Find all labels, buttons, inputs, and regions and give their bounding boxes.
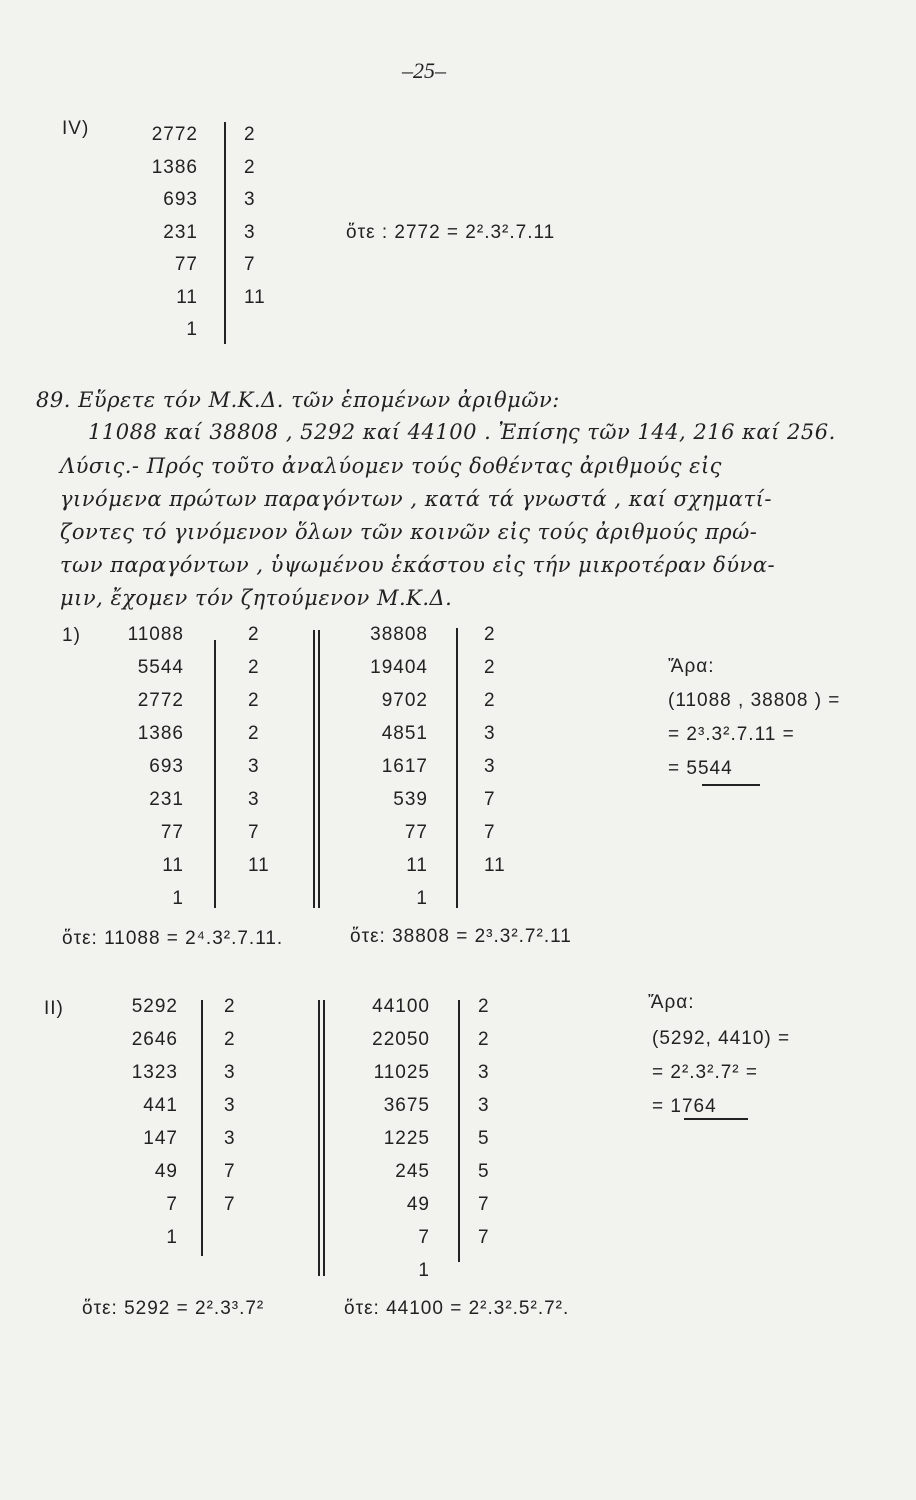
factor-cell: 11025 bbox=[373, 1062, 430, 1083]
factor-cell: 1 bbox=[172, 888, 184, 909]
solution-line-1: Λύσις.- Πρός τοῦτο ἀναλύομεν τούς δοθέντας ἀριθμούς εἰς bbox=[60, 454, 722, 478]
part1-b-result: ὅτε: 38808 = 2³.3².7².11 bbox=[350, 926, 572, 947]
part2-label: II) bbox=[44, 998, 64, 1019]
factor-cell: 38808 bbox=[370, 624, 428, 645]
factor-cell: 11 bbox=[244, 286, 266, 308]
factor-cell: 1 bbox=[418, 1260, 430, 1281]
factor-cell: 2772 bbox=[137, 690, 184, 711]
part1-separator-line-1 bbox=[313, 630, 315, 908]
factor-cell: 2 bbox=[244, 124, 256, 145]
factor-cell: 2 bbox=[248, 624, 260, 645]
factor-cell: 245 bbox=[395, 1161, 430, 1182]
part2-ara-line1: (5292, 4410) = bbox=[652, 1028, 791, 1049]
factor-cell: 3 bbox=[478, 1062, 490, 1083]
factor-cell: 3 bbox=[244, 221, 256, 243]
factor-cell: 3 bbox=[224, 1095, 236, 1116]
factor-cell: 7 bbox=[224, 1161, 236, 1182]
factor-cell: 2 bbox=[244, 156, 256, 178]
factor-cell: 1617 bbox=[381, 756, 428, 777]
factor-cell: 2 bbox=[484, 690, 496, 711]
factor-cell: 3675 bbox=[383, 1095, 430, 1116]
part1-ara-line3: = 5544 bbox=[668, 758, 733, 779]
part2-ara-line3: = 1764 bbox=[652, 1096, 717, 1117]
factor-cell: 7 bbox=[484, 822, 496, 843]
iv-result: ὅτε : 2772 = 2².3².7.11 bbox=[346, 222, 556, 243]
factor-cell: 1 bbox=[416, 888, 428, 909]
factor-cell: 5544 bbox=[137, 657, 184, 678]
factor-cell: 7 bbox=[478, 1194, 490, 1215]
factor-cell: 7 bbox=[224, 1194, 236, 1215]
factor-cell: 7 bbox=[484, 789, 496, 810]
part1-label: 1) bbox=[62, 625, 81, 646]
factor-cell: 2 bbox=[224, 1029, 236, 1050]
factor-cell: 2772 bbox=[151, 124, 198, 145]
section-iv-label: IV) bbox=[62, 118, 90, 139]
factor-cell: 3 bbox=[478, 1095, 490, 1116]
problem-number: 89. bbox=[36, 388, 71, 412]
solution-line-5: μιν, ἔχομεν τόν ζητούμενον Μ.Κ.Δ. bbox=[60, 586, 453, 610]
factor-cell: 3 bbox=[248, 789, 260, 810]
factor-cell: 11088 bbox=[127, 624, 184, 645]
part2-a-division-line bbox=[201, 1000, 203, 1256]
problem-numbers: 11088 καί 38808 , 5292 καί 44100 . Ἐπίσης τῶν 144, 216 καί 256. bbox=[88, 420, 836, 444]
part1-ara-line1: (11088 , 38808 ) = bbox=[668, 690, 841, 711]
factor-cell: 1386 bbox=[137, 723, 184, 744]
solution-line-2: γινόμενα πρώτων παραγόντων , κατά τά γνωστά , καί σχηματί- bbox=[60, 487, 772, 511]
part1-separator-line-2 bbox=[318, 630, 320, 908]
factor-cell: 147 bbox=[143, 1128, 178, 1149]
factor-cell: 2 bbox=[248, 657, 260, 678]
factor-cell: 2 bbox=[484, 624, 496, 645]
factor-cell: 1386 bbox=[151, 156, 198, 178]
factor-cell: 2 bbox=[484, 657, 496, 678]
factor-cell: 231 bbox=[163, 221, 198, 243]
factor-cell: 5 bbox=[478, 1128, 490, 1149]
factor-cell: 3 bbox=[224, 1062, 236, 1083]
factor-cell: 5 bbox=[478, 1161, 490, 1182]
factor-cell: 5292 bbox=[131, 996, 178, 1017]
part1-a-result: ὅτε: 11088 = 2⁴.3².7.11. bbox=[62, 928, 284, 949]
part2-b-division-line bbox=[458, 1000, 460, 1262]
factor-cell: 77 bbox=[404, 822, 428, 843]
factor-cell: 231 bbox=[149, 789, 184, 810]
factor-cell: 7 bbox=[478, 1227, 490, 1248]
factor-cell: 49 bbox=[406, 1194, 430, 1215]
part2-separator-line-2 bbox=[323, 1000, 325, 1276]
factor-cell: 7 bbox=[166, 1194, 178, 1215]
part2-ara-label: Ἄρα: bbox=[648, 992, 695, 1013]
factor-cell: 19404 bbox=[370, 657, 428, 678]
factor-cell: 3 bbox=[484, 756, 496, 777]
factor-cell: 11 bbox=[248, 855, 270, 876]
factor-cell: 11 bbox=[406, 855, 428, 876]
factor-cell: 441 bbox=[143, 1095, 178, 1116]
factor-cell: 693 bbox=[163, 189, 198, 210]
iv-division-line bbox=[224, 122, 226, 344]
factor-cell: 2 bbox=[478, 996, 490, 1017]
part1-ara-label: Ἄρα: bbox=[668, 656, 715, 677]
factor-cell: 2 bbox=[224, 996, 236, 1017]
factor-cell: 2 bbox=[478, 1029, 490, 1050]
part1-a-division-line bbox=[214, 640, 216, 908]
part1-ara-line2: = 2³.3².7.11 = bbox=[668, 724, 795, 745]
part2-ara-line2: = 2².3².7² = bbox=[652, 1062, 758, 1083]
factor-cell: 1 bbox=[186, 319, 198, 340]
factor-cell: 2 bbox=[248, 690, 260, 711]
factor-cell: 7 bbox=[418, 1227, 430, 1248]
factor-cell: 9702 bbox=[381, 690, 428, 711]
part2-b-result: ὅτε: 44100 = 2².3².5².7². bbox=[344, 1298, 570, 1319]
factor-cell: 693 bbox=[149, 756, 184, 777]
factor-cell: 7 bbox=[244, 254, 256, 275]
factor-cell: 2646 bbox=[131, 1029, 178, 1050]
factor-cell: 44100 bbox=[372, 996, 430, 1017]
factor-cell: 1225 bbox=[383, 1128, 430, 1149]
factor-cell: 3 bbox=[244, 189, 256, 210]
problem-heading bbox=[36, 388, 560, 412]
factor-cell: 3 bbox=[248, 756, 260, 777]
solution-line-4: των παραγόντων , ὑψωμένου ἑκάστου εἰς τήν μικροτέραν δύνα- bbox=[60, 553, 776, 577]
factor-cell: 11 bbox=[176, 286, 198, 308]
factor-cell: 539 bbox=[393, 789, 428, 810]
factor-cell: 3 bbox=[224, 1128, 236, 1149]
part1-answer-underline bbox=[702, 784, 760, 786]
factor-cell: 77 bbox=[160, 822, 184, 843]
factor-cell: 1323 bbox=[131, 1062, 178, 1083]
page-number: –25– bbox=[402, 58, 446, 83]
factor-cell: 77 bbox=[174, 254, 198, 275]
solution-line-3: ζοντες τό γινόμενον ὅλων τῶν κοινῶν εἰς τούς ἀριθμούς πρώ- bbox=[60, 520, 758, 544]
part2-answer-underline bbox=[684, 1118, 748, 1120]
problem-statement: Εὕρετε τόν Μ.Κ.Δ. τῶν ἑπομένων ἀριθμῶν: bbox=[78, 388, 560, 412]
factor-cell: 11 bbox=[484, 855, 506, 876]
factor-cell: 7 bbox=[248, 822, 260, 843]
factor-cell: 22050 bbox=[372, 1029, 430, 1050]
factor-cell: 11 bbox=[162, 855, 184, 876]
part2-separator-line-1 bbox=[318, 1000, 320, 1276]
factor-cell: 4851 bbox=[381, 723, 428, 744]
factor-cell: 2 bbox=[248, 723, 260, 744]
factor-cell: 1 bbox=[166, 1227, 178, 1248]
part2-a-result: ὅτε: 5292 = 2².3³.7² bbox=[82, 1298, 265, 1319]
part1-b-division-line bbox=[456, 628, 458, 908]
factor-cell: 49 bbox=[154, 1161, 178, 1182]
factor-cell: 3 bbox=[484, 723, 496, 744]
